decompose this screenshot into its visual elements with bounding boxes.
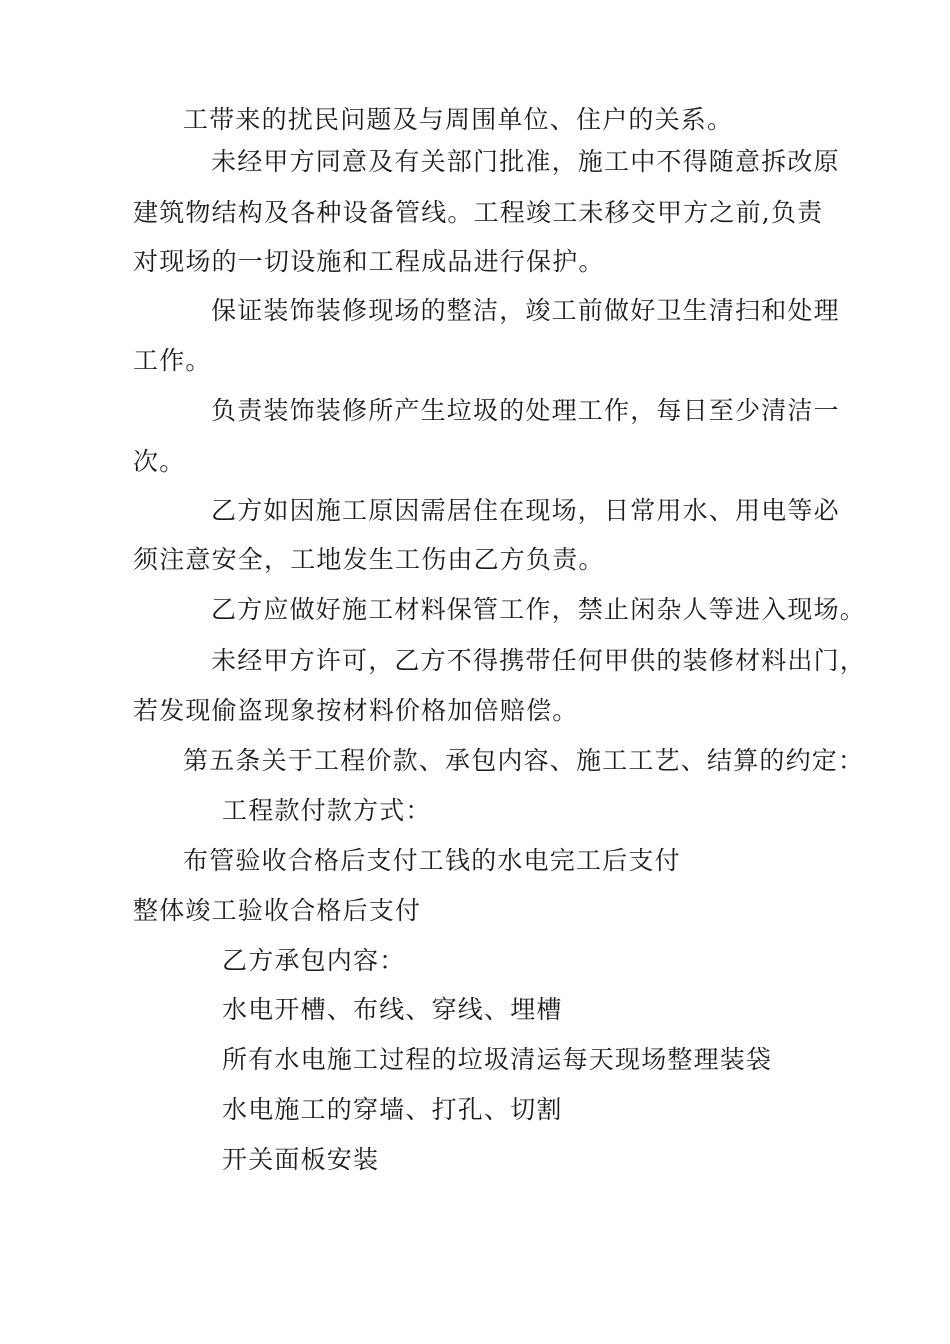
text-line-11: 乙方应做好施工材料保管工作，禁止闲杂人等进入现场。 [211, 595, 867, 624]
text-line-4: 对现场的一切设施和工程成品进行保护。 [133, 247, 605, 276]
text-line-7: 负责装饰装修所产生垃圾的处理工作，每日至少清洁一 [211, 396, 840, 425]
text-line-10: 须注意安全，工地发生工伤由乙方负责。 [133, 545, 605, 574]
text-line-6: 工作。 [133, 346, 212, 375]
text-line-1: 工带来的扰民问题及与周围单位、住户的关系。 [183, 105, 734, 134]
text-line-16: 布管验收合格后支付工钱的水电完工后支付 [183, 846, 681, 875]
text-line-22: 开关面板安装 [222, 1145, 380, 1174]
text-line-21: 水电施工的穿墙、打孔、切割 [222, 1095, 563, 1124]
text-line-8: 次。 [133, 447, 186, 476]
text-line-9: 乙方如因施工原因需居住在现场，日常用水、用电等必 [211, 496, 840, 525]
text-line-12: 未经甲方许可，乙方不得携带任何甲供的装修材料出门， [211, 646, 867, 675]
text-line-14: 第五条关于工程价款、承包内容、施工工艺、结算的约定： [183, 746, 865, 775]
text-line-18: 乙方承包内容： [222, 946, 406, 975]
text-line-13: 若发现偷盗现象按材料价格加倍赔偿。 [133, 696, 579, 725]
text-line-19: 水电开槽、布线、穿线、埋槽 [222, 995, 563, 1024]
text-line-20: 所有水电施工过程的垃圾清运每天现场整理装袋 [222, 1045, 773, 1074]
text-line-17: 整体竣工验收合格后支付 [133, 896, 422, 925]
text-line-15: 工程款付款方式： [222, 796, 432, 825]
text-line-3: 建筑物结构及各种设备管线。工程竣工未移交甲方之前,负责 [133, 198, 824, 227]
text-line-5: 保证装饰装修现场的整洁，竣工前做好卫生清扫和处理 [211, 296, 840, 325]
text-line-2: 未经甲方同意及有关部门批准，施工中不得随意拆改原 [211, 147, 840, 176]
